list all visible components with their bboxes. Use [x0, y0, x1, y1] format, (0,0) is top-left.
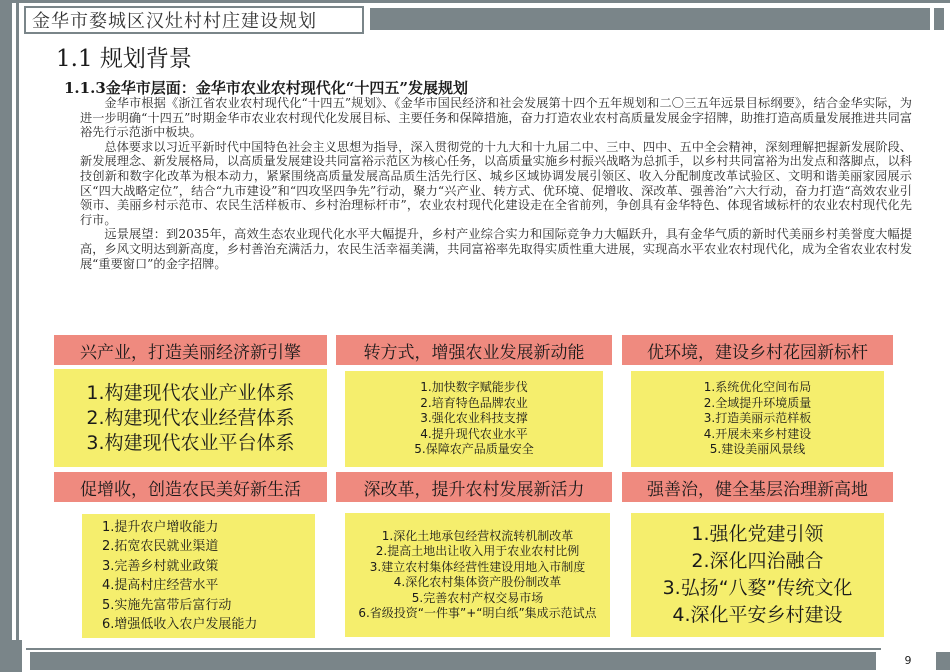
list-item: 4.深化平安乡村建设	[672, 604, 843, 626]
panel-heading-industry: 兴产业，打造美丽经济新引擎	[54, 335, 327, 365]
list-item: 2.深化四治融合	[691, 550, 824, 572]
list-item: 4.开展未来乡村建设	[703, 426, 812, 441]
list-item: 3.弘扬“八婺”传统文化	[662, 577, 853, 599]
section-subtitle: 1.1.3金华市层面：金华市农业农村现代化“十四五”发展规划	[64, 79, 469, 97]
list-item: 4.深化农村集体资产股份制改革	[393, 575, 562, 589]
list-item: 3.强化农业科技支撑	[420, 411, 528, 426]
list-item: 5.实施先富带后富行动	[102, 597, 232, 613]
list-item: 1.构建现代农业产业体系	[86, 381, 295, 404]
panel-box-transform	[345, 371, 603, 467]
frame-left-line	[16, 0, 19, 672]
panel-heading-transform: 转方式，增强农业发展新动能	[336, 335, 612, 365]
list-item: 2.构建现代农业经营体系	[86, 406, 295, 429]
footer-left-decoration	[0, 640, 22, 672]
frame-left-bar	[0, 0, 12, 672]
list-item: 2.拓宽农民就业渠道	[102, 539, 219, 554]
list-item: 3.打造美丽示范样板	[703, 411, 812, 426]
footer-bar	[30, 652, 876, 670]
document-title-text: 金华市婺城区汉灶村村庄建设规划	[32, 11, 317, 32]
list-item: 5.保障农产品质量安全	[414, 442, 534, 457]
panel-box-industry	[54, 369, 327, 467]
page-number: 9	[904, 653, 912, 667]
panel-heading-income: 促增收，创造农民美好新生活	[54, 472, 327, 502]
footer-line	[26, 648, 881, 650]
list-item: 2.提高土地出让收入用于农业农村比例	[375, 544, 580, 558]
panel-box-income	[82, 514, 315, 638]
panel-heading-governance: 强善治，健全基层治理新高地	[622, 472, 893, 502]
list-item: 3.构建现代农业平台体系	[86, 431, 295, 454]
list-item: 4.提高村庄经营水平	[102, 578, 219, 593]
list-item: 1.系统优化空间布局	[703, 380, 812, 395]
list-item: 2.全域提升环境质量	[703, 395, 812, 410]
title-bar-end-decoration	[934, 8, 944, 30]
body-text	[80, 96, 912, 271]
frame-top-line	[0, 0, 950, 3]
list-item: 3.建立农村集体经营性建设用地入市制度	[369, 559, 586, 574]
list-item: 5.建设美丽风景线	[709, 442, 806, 457]
list-item: 6.增强低收入农户发展能力	[102, 617, 258, 632]
panel-box-reform	[345, 513, 610, 637]
list-item: 3.完善乡村就业政策	[102, 558, 219, 574]
paragraph-requirements: 总体要求以习近平新时代中国特色社会主义思想为指导，深入贯彻党的十九大和十九届二中、三中、四中、五中全会精神，深刻理解把握新发展阶段、新发展理念、新发展格局，以高质量发展建设共同富裕示范区为核心任务，以高质量实施乡村振兴战略为总抓手，以乡村共同富裕为出发点和落脚点，以科技创新和数字化改革为根本动力，紧紧围绕高质量发展高品质生活先行区、城乡区域协调发展引领区、收入分配制度改革试验区、文明和谐美丽家园展示区“四大战略定位”，结合“九市建设”和“四攻坚四争先”行动，聚力“兴产业、转方式、优环境、促增收、深改革、强善治”六大行动，奋力打造“高效农业引领市、美丽乡村示范市、农民生活样板市、乡村治理标杆市”，农业农村现代化建设走在全省前列，争创具有金华特色、体现省域标杆的农业农村现代化先行市。	[80, 139, 912, 227]
document-title	[24, 6, 364, 34]
list-item: 1.加快数字赋能步伐	[420, 380, 528, 395]
section-title: 1.1 规划背景	[56, 46, 192, 72]
list-item: 1.强化党建引领	[691, 523, 824, 545]
list-item: 2.培育特色品牌农业	[420, 395, 528, 410]
footer-end-decoration	[936, 652, 950, 670]
panel-box-environment	[631, 371, 884, 467]
list-item: 1.深化土地承包经营权流转机制改革	[381, 528, 574, 543]
paragraph-intro: 金华市根据《浙江省农业农村现代化“十四五”规划》、《金华市国民经济和社会发展第十四个五年规划和二〇三五年远景目标纲要》，结合金华实际，为进一步明确“十四五”时期金华市农业农村现代化发展目标、主要任务和保障措施，奋力打造农业农村高质量发展金字招牌，助推打造高质量发展推进共同富裕先行示范浙中板块。	[80, 96, 912, 140]
title-bar-decoration	[370, 8, 930, 30]
paragraph-outlook: 远景展望：到2035年，高效生态农业现代化水平大幅提升，乡村产业综合实力和国际竞争力大幅跃升，具有金华气质的新时代美丽乡村美誉度大幅提高，乡风文明达到新高度，乡村善治充满活力，农民生活幸福美满，共同富裕率先取得实质性重大进展，实现高水平农业农村现代化，成为全省农业农村发展“重要窗口”的金字招牌。	[80, 227, 912, 271]
panel-box-governance	[631, 513, 884, 637]
panel-heading-environment: 优环境，建设乡村花园新标杆	[622, 335, 893, 365]
panel-heading-reform: 深改革，提升农村发展新活力	[336, 472, 612, 502]
list-item: 6.省级投资“一件事”+“明白纸”集成示范试点	[358, 606, 597, 620]
list-item: 4.提升现代农业水平	[420, 426, 528, 441]
list-item: 1.提升农户增收能力	[102, 519, 219, 535]
list-item: 5.完善农村产权交易市场	[411, 590, 544, 605]
